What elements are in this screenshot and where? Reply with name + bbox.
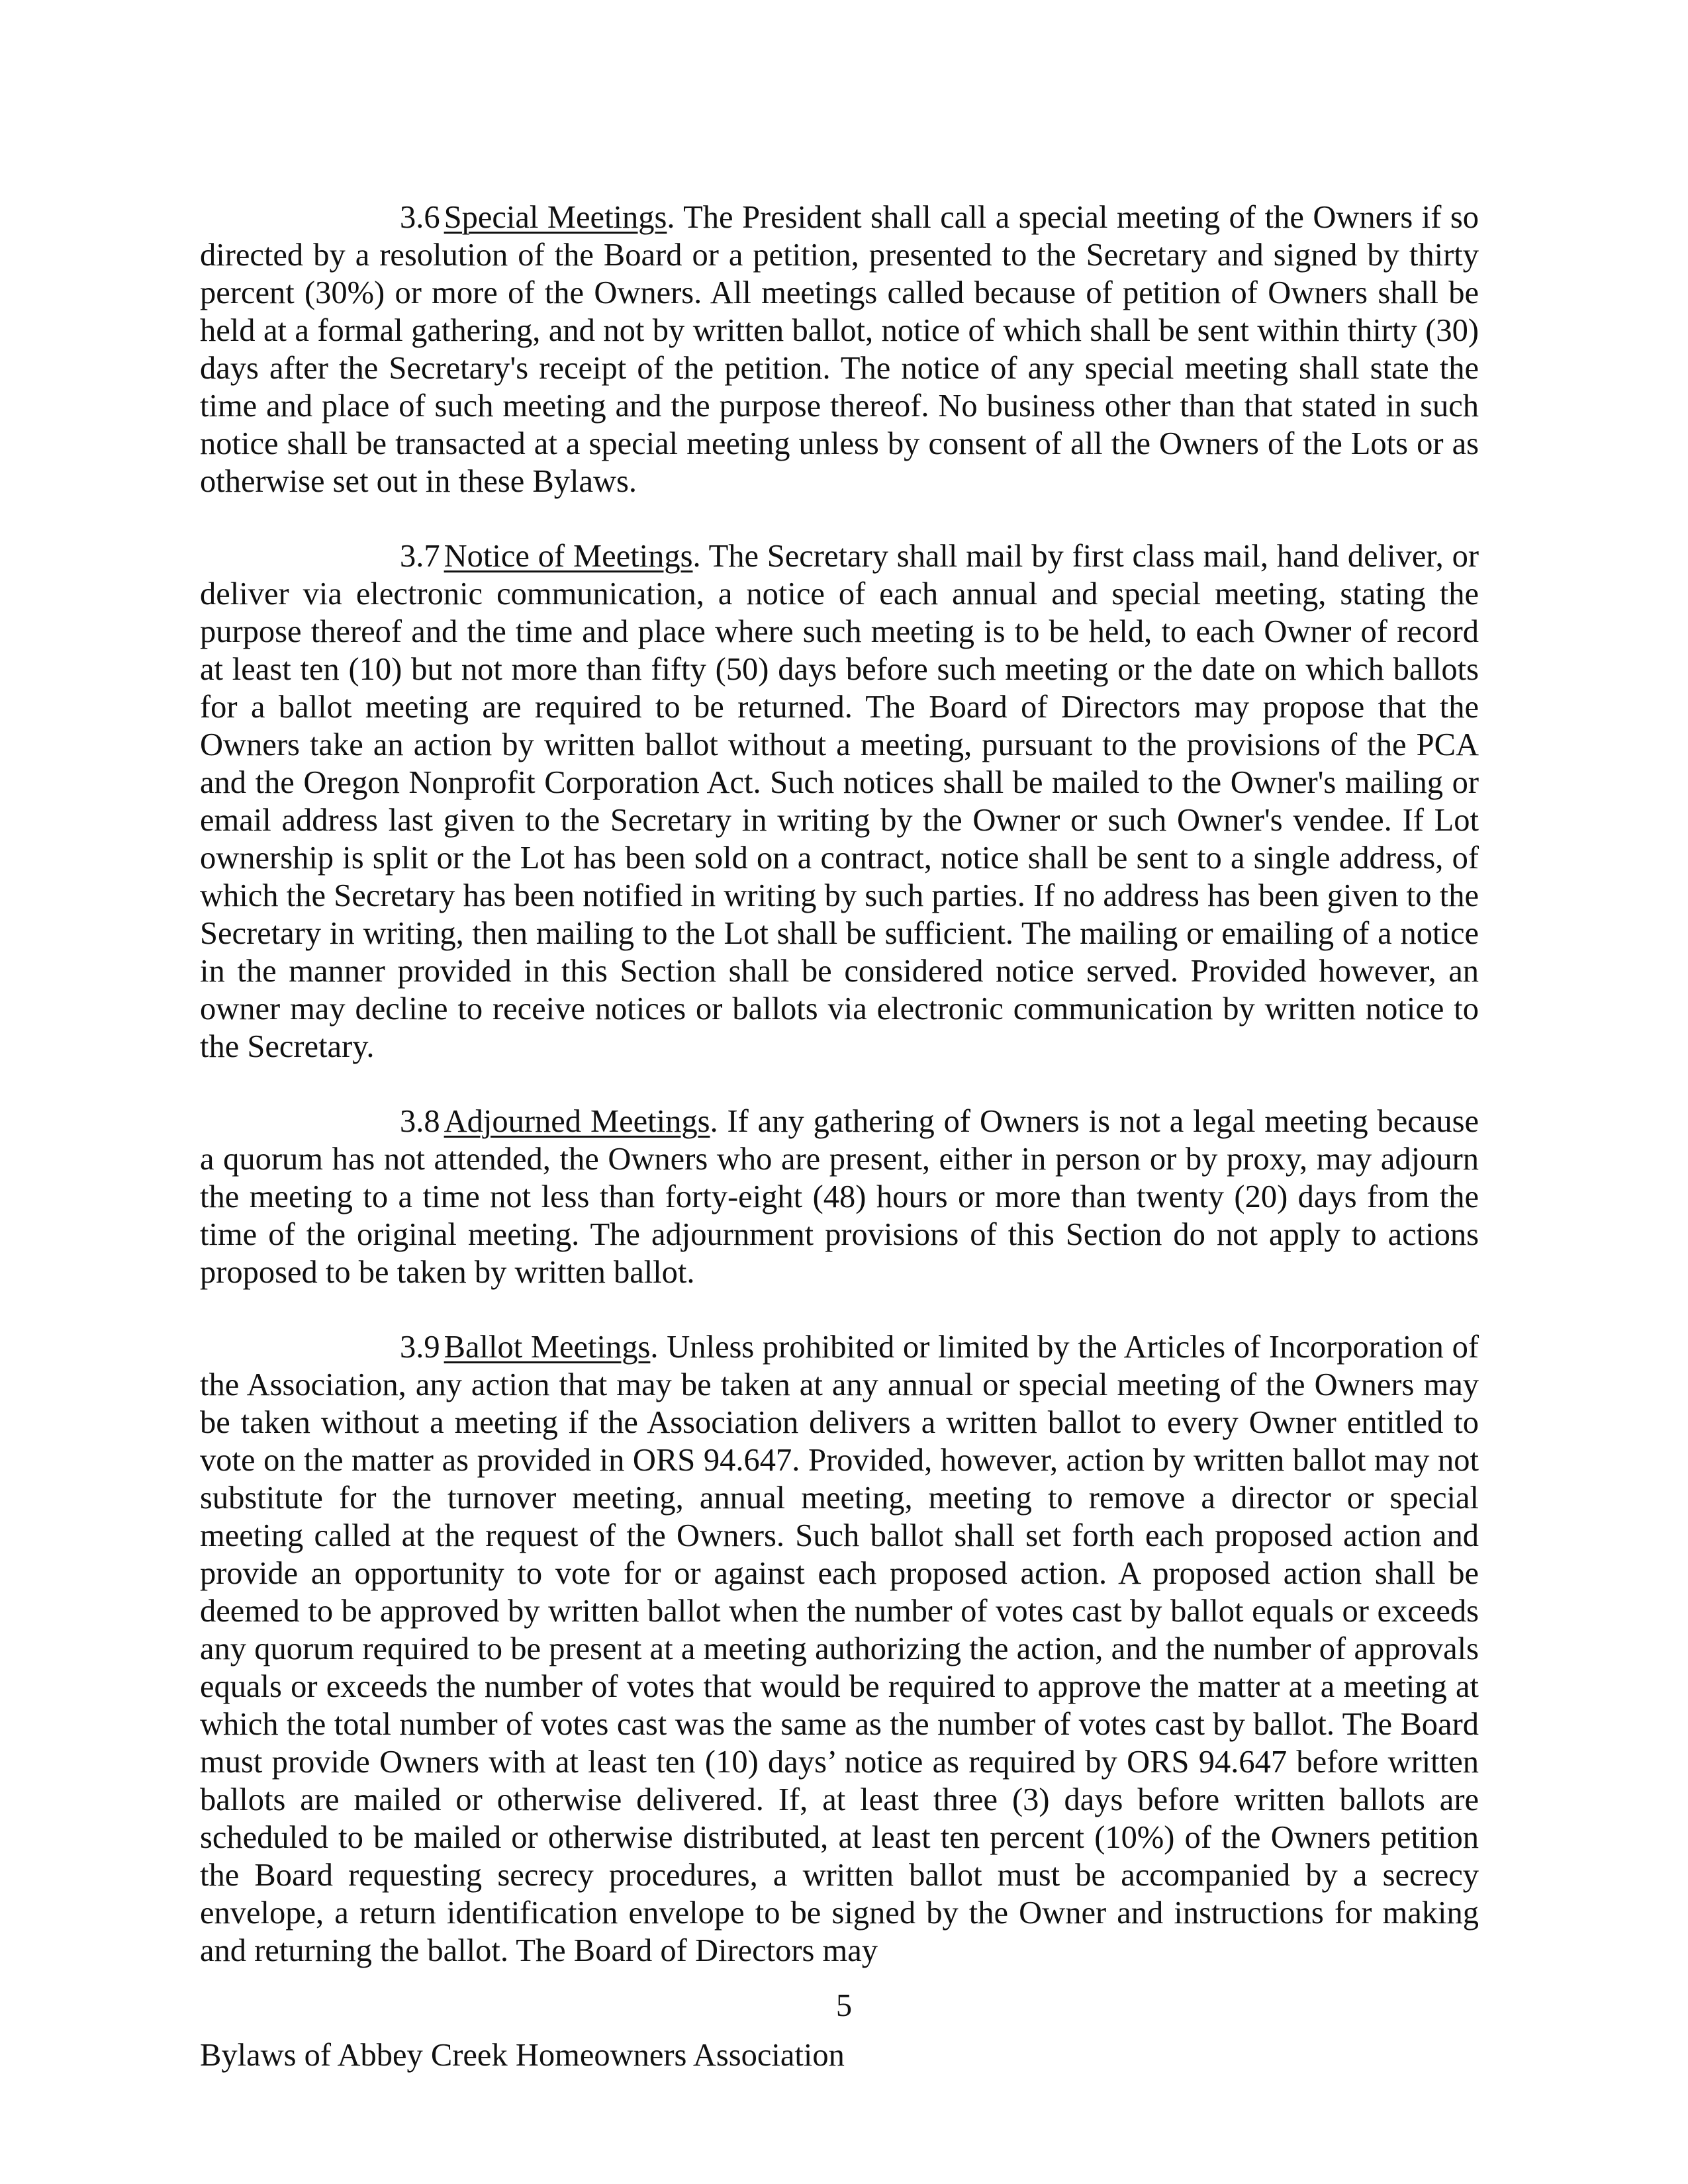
footer-title: Bylaws of Abbey Creek Homeowners Association xyxy=(200,2038,845,2073)
section-number: 3.6 xyxy=(400,200,440,235)
section-body: . The President shall call a special meeting of the Owners if so directed by a resolution of the Board or a petition, presented to the Secretary and signed by thirty percent (30%) or more of the Owners. All meetings called because of petition of Owners shall be held at a formal gathering, and not by written ballot, notice of which shall be sent within thirty (30) days after the Secretary's receipt of the petition. The notice of any special meeting shall state the time and place of such meeting and the purpose thereof. No business other than that stated in such notice shall be transacted at a special meeting unless by consent of all the Owners of the Lots or as otherwise set out in these Bylaws. xyxy=(200,200,1479,499)
section-paragraph xyxy=(200,1103,1479,1291)
section-number: 3.9 xyxy=(400,1330,440,1365)
section-body: . If any gathering of Owners is not a legal meeting because a quorum has not attended, the Owners who are present, either in person or by proxy, may adjourn the meeting to a time not less than forty-eight (48) hours or more than twenty (20) days from the time of the original meeting. The adjournment provisions of this Section do not apply to actions proposed to be taken by written ballot. xyxy=(200,1104,1479,1290)
section-paragraph xyxy=(200,199,1479,500)
section-heading: Ballot Meetings xyxy=(444,1330,651,1365)
section-body: . Unless prohibited or limited by the Articles of Incorporation of the Association, any action that may be taken at any annual or special meeting of the Owners may be taken without a meeting if the Association delivers a written ballot to every Owner entitled to vote on the matter as provided in ORS 94.647. Provided, however, action by written ballot may not substitute for the turnover meeting, annual meeting, meeting to remove a director or special meeting called at the request of the Owners. Such ballot shall set forth each proposed action and provide an opportunity to vote for or against each proposed action. A proposed action shall be deemed to be approved by written ballot when the number of votes cast by ballot equals or exceeds any quorum required to be present at a meeting authorizing the action, and the number of approvals equals or exceeds the number of votes that would be required to approve the matter at a meeting at which the total number of votes cast was the same as the number of votes cast by ballot. The Board must provide Owners with at least ten (10) days’ notice as required by ORS 94.647 before written ballots are mailed or otherwise delivered. If, at least three (3) days before written ballots are scheduled to be mailed or otherwise distributed, at least ten percent (10%) of the Owners petition the Board requesting secrecy procedures, a written ballot must be accompanied by a secrecy envelope, a return identification envelope to be signed by the Owner and instructions for making and returning the ballot. The Board of Directors may xyxy=(200,1330,1479,1968)
section-number: 3.7 xyxy=(400,539,440,574)
page-body xyxy=(200,199,1479,2007)
page-number: 5 xyxy=(835,1988,853,2023)
section-3-8 xyxy=(200,1103,1479,1291)
section-paragraph xyxy=(200,1328,1479,1970)
section-heading: Adjourned Meetings xyxy=(444,1104,710,1139)
section-heading: Notice of Meetings xyxy=(444,539,693,574)
section-heading: Special Meetings xyxy=(444,200,667,235)
section-3-9 xyxy=(200,1328,1479,1970)
section-3-7 xyxy=(200,537,1479,1066)
section-paragraph xyxy=(200,537,1479,1066)
section-3-6 xyxy=(200,199,1479,500)
section-body: . The Secretary shall mail by first class mail, hand deliver, or deliver via electronic communication, a notice of each annual and special meeting, stating the purpose thereof and the time and place where such meeting is to be held, to each Owner of record at least ten (10) but not more than fifty (50) days before such meeting or the date on which ballots for a ballot meeting are required to be returned. The Board of Directors may propose that the Owners take an action by written ballot without a meeting, pursuant to the provisions of the PCA and the Oregon Nonprofit Corporation Act. Such notices shall be mailed to the Owner's mailing or email address last given to the Secretary in writing by the Owner or such Owner's vendee. If Lot ownership is split or the Lot has been sold on a contract, notice shall be sent to a single address, of which the Secretary has been notified in writing by such parties. If no address has been given to the Secretary in writing, then mailing to the Lot shall be sufficient. The mailing or emailing of a notice in the manner provided in this Section shall be considered notice served. Provided however, an owner may decline to receive notices or ballots via electronic communication by written notice to the Secretary. xyxy=(200,539,1479,1064)
section-number: 3.8 xyxy=(400,1104,440,1139)
